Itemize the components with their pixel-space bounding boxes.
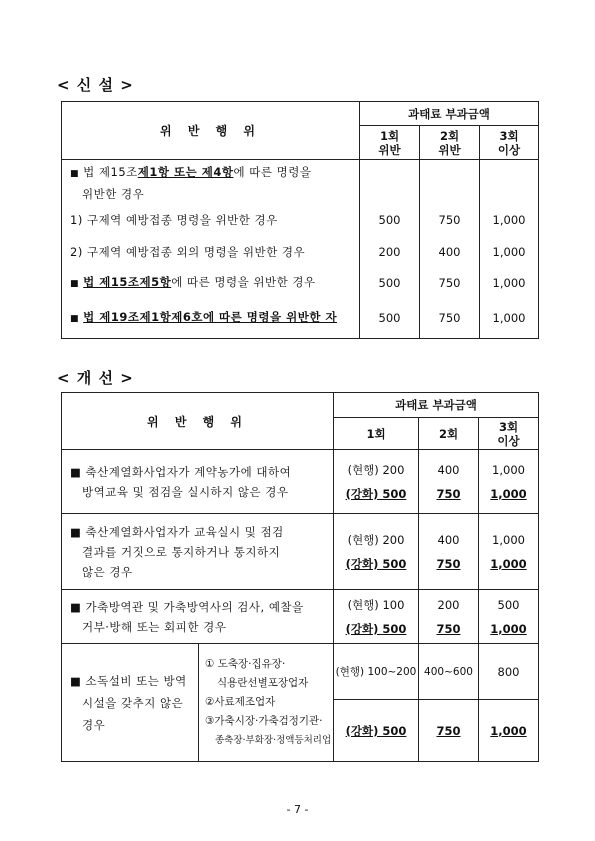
table-row-label: ■ 축산계열화사업자가 계약농가에 대하여 방역교육 및 점검을 실시하지 않은 경우 — [62, 450, 334, 514]
header-col1: 1회 — [334, 418, 419, 450]
table-cell: (현행) 100 (강화) 500 — [334, 590, 419, 644]
table-cell: (현행) 200 (강화) 500 — [334, 450, 419, 514]
table-row-label: 1) 구제역 예방접종 명령을 위반한 경우 — [62, 204, 360, 236]
page-number: - 7 - — [286, 803, 309, 816]
header-col2: 2회 — [419, 418, 479, 450]
table-cell: 750 — [419, 700, 479, 762]
table-cell: 1,000 — [480, 268, 539, 298]
table-cell: 500 — [360, 298, 420, 338]
table-cell: 200 750 — [419, 590, 479, 644]
section-heading-new: < 신 설 > — [57, 76, 134, 94]
table-cell: 400 — [420, 236, 480, 268]
table-row-label: ■ 소독설비 또는 방역 시설을 갖추지 않은 경우 — [62, 644, 199, 762]
table-cell: 750 — [420, 204, 480, 236]
table-cell: 1,000 — [480, 236, 539, 268]
intro-text: ■ 법 제15조제1항 또는 제4항에 따른 명령을 위반한 경우 — [62, 160, 360, 205]
table-cell: 1,000 1,000 — [479, 450, 539, 514]
table-cell: 400 750 — [419, 514, 479, 590]
table-row-label: 2) 구제역 예방접종 외의 명령을 위반한 경우 — [62, 236, 360, 268]
header-amount: 과태료 부과금액 — [360, 102, 539, 126]
header-col1: 1회 위반 — [360, 126, 420, 160]
table-cell: 750 — [420, 268, 480, 298]
improved-penalty-table — [61, 392, 539, 762]
table-row-label: ■ 축산계열화사업자가 교육실시 및 점검 결과를 거짓으로 통지하거나 통지하지 않은 경우 — [62, 514, 334, 590]
table-row-label: ■ 가축방역관 및 가축방역사의 검사, 예찰을 거부·방해 또는 회피한 경우 — [62, 590, 334, 644]
header-amount: 과태료 부과금액 — [334, 393, 539, 418]
header-col3: 3회 이상 — [480, 126, 539, 160]
new-penalty-table — [61, 101, 539, 339]
table-cell: 1,000 1,000 — [479, 514, 539, 590]
table-cell: 1,000 — [480, 298, 539, 338]
header-col2: 2회 위반 — [420, 126, 480, 160]
table-cell: 500 — [360, 204, 420, 236]
header-violation: 위 반 행 위 — [62, 102, 360, 160]
section-heading-improve: < 개 선 > — [57, 369, 134, 387]
table-cell: 500 1,000 — [479, 590, 539, 644]
table-cell: 500 — [360, 268, 420, 298]
table-row-label: ■ 법 제15조제5항에 따른 명령을 위반한 경우 — [62, 268, 360, 298]
table-cell: (강화) 500 — [334, 700, 419, 762]
table-cell: 750 — [420, 298, 480, 338]
table-cell: 400 750 — [419, 450, 479, 514]
table-cell: (현행) 200 (강화) 500 — [334, 514, 419, 590]
table-cell: 1,000 — [480, 204, 539, 236]
table-cell: 200 — [360, 236, 420, 268]
table-row-label: ■ 법 제19조제1항제6호에 따른 명령을 위반한 자 — [62, 298, 360, 338]
header-col3: 3회 이상 — [479, 418, 539, 450]
header-violation: 위 반 행 위 — [62, 393, 334, 450]
table-cell: (현행) 100~200 — [334, 644, 419, 700]
table-cell: 1,000 — [479, 700, 539, 762]
table-cell: 800 — [479, 644, 539, 700]
facility-list: ① 도축장·집유장· 식용란선별포장업자 ②사료제조업자 ③가축시장·가축검정기관· 종축장·부화장·정액등처리업 — [199, 644, 334, 762]
table-cell: 400~600 — [419, 644, 479, 700]
